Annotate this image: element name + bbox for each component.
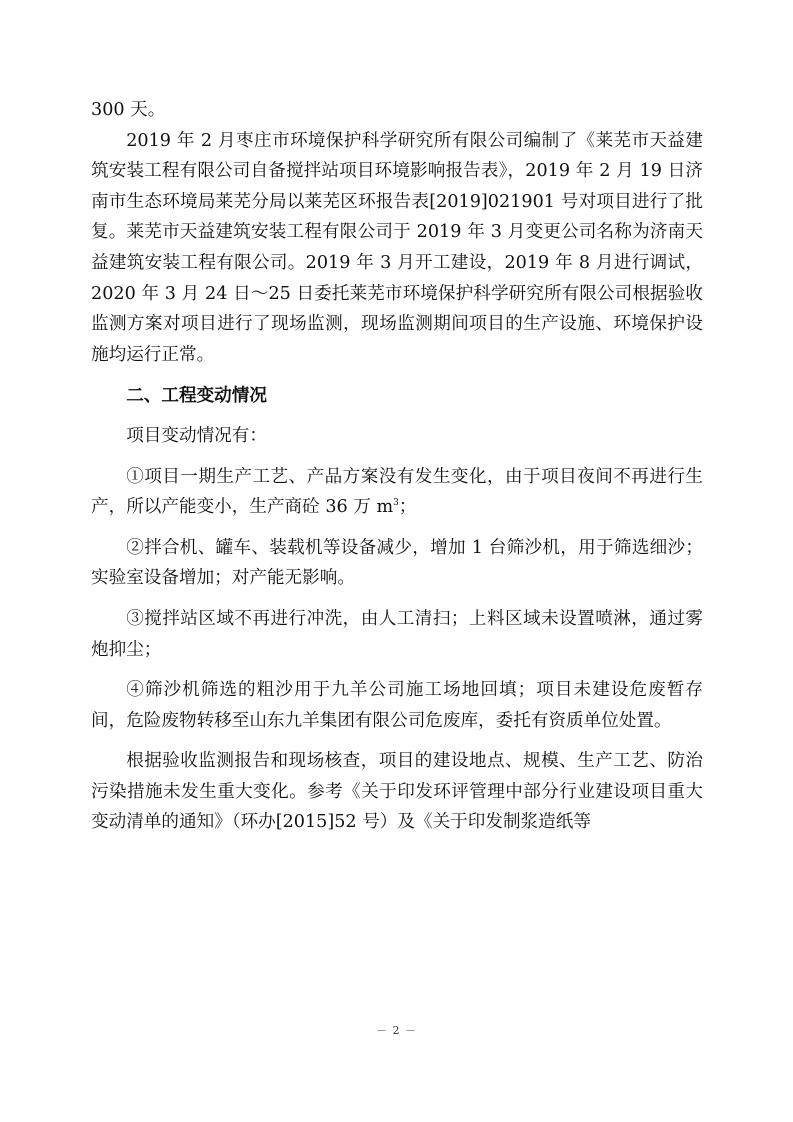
unit-superscript: 3 <box>393 498 399 509</box>
paragraph-continuation: 300 天。 <box>91 100 166 120</box>
list-item-3: ③搅拌站区域不再进行冲洗，由人工清扫；上料区域未设置喷淋，通过雾炮抑尘； <box>91 608 703 660</box>
section-heading: 二、工程变动情况 <box>126 385 267 407</box>
paragraph-conclusion: 根据验收监测报告和现场核查，项目的建设地点、规模、生产工艺、防治污染措施未发生重大变化。参考《关于印发环评管理中部分行业建设项目重大变动清单的通知》（环办[2015]52 号）及《关于印发制浆造纸等 <box>91 751 703 833</box>
list-item-4: ④筛沙机筛选的粗沙用于九羊公司施工场地回填；项目未建设危废暂存间，危险废物转移至山东九羊集团有限公司危废库，委托有资质单位处置。 <box>91 680 703 731</box>
list-item-1-tail: ； <box>398 497 417 518</box>
paragraph-background: 2019 年 2 月枣庄市环境保护科学研究所有限公司编制了《莱芜市天益建筑安装工程有限公司自备搅拌站项目环境影响报告表》，2019 年 2 月 19 日济南市生态环境局莱芜分局以莱芜区环报告表[2019]021901 号对项目进行了批复。莱芜市天益建筑安装工程有限公司于 2019 年 3 月变更公司名称为济南天益建筑安装工程有限公司。2019 年 3 月开工建设，2019 年 8 月进行调试，2020 年 3 月 24 日～25 日委托莱芜市环境保护科学研究所有限公司根据验收监测方案对项目进行了现场监测，现场监测期间项目的生产设施、环境保护设施均运行正常。 <box>91 130 703 365</box>
list-item-2: ②拌合机、罐车、装载机等设备减少，增加 1 台筛沙机，用于筛选细沙；实验室设备增加；对产能无影响。 <box>91 537 703 589</box>
list-item-1-text: ①项目一期生产工艺、产品方案没有发生变化，由于项目夜间不再进行生产，所以产能变小，生产商砼 36 万 m <box>91 466 703 518</box>
page-number: － 2 － <box>376 1024 417 1037</box>
list-item-1 <box>91 462 703 523</box>
document-body <box>91 95 703 838</box>
paragraph-intro: 项目变动情况有： <box>126 425 267 446</box>
